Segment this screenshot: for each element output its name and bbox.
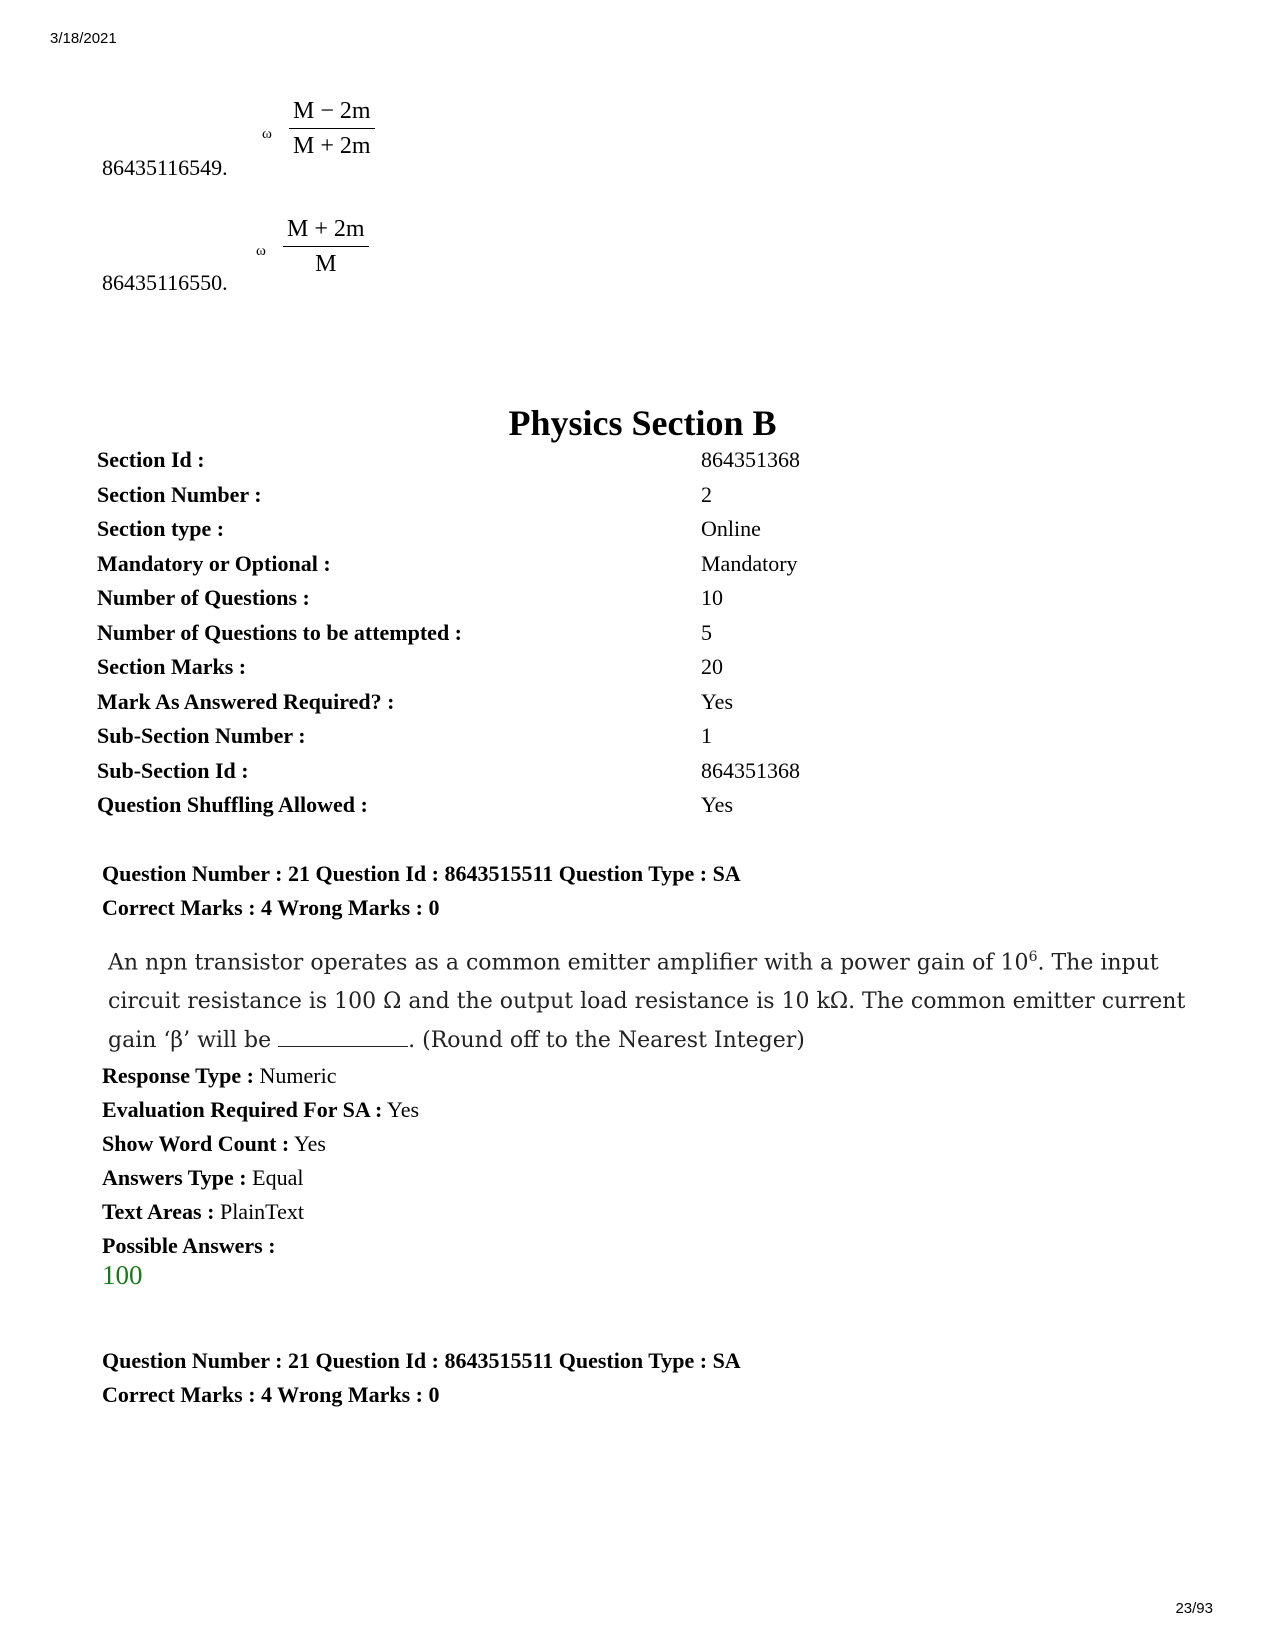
question-header-line: Question Number : 21 Question Id : 8643515511 Question Type : SA (102, 861, 741, 886)
info-row (97, 447, 800, 482)
omega-symbol: ω (262, 126, 272, 142)
question-text-part: . (Round off to the Nearest Integer) (408, 1028, 805, 1054)
option-fraction (283, 214, 369, 279)
property-value: Yes (293, 1131, 326, 1156)
info-value: 1 (701, 723, 712, 748)
property-label: Show Word Count : (102, 1131, 290, 1156)
option-id: 86435116550. (102, 270, 228, 295)
option-fraction (289, 96, 375, 161)
info-row (97, 723, 800, 758)
info-label: Mark As Answered Required? : (97, 688, 395, 714)
property-row (102, 1233, 419, 1267)
info-row (97, 585, 800, 620)
info-value: 864351368 (701, 447, 800, 472)
property-label: Text Areas : (102, 1199, 215, 1224)
question-properties (102, 1063, 419, 1267)
property-row (102, 1131, 419, 1165)
info-value: 10 (701, 585, 723, 610)
info-label: Number of Questions : (97, 585, 310, 610)
info-row (97, 516, 800, 551)
info-value: 20 (701, 654, 723, 679)
possible-answer: 100 (102, 1260, 143, 1290)
page-number: 23/93 (1175, 1600, 1213, 1617)
question-header (102, 857, 741, 925)
info-value: Mandatory (701, 550, 798, 576)
info-label: Question Shuffling Allowed : (97, 792, 368, 817)
fraction-numerator: M − 2m (289, 96, 375, 129)
fraction-numerator: M + 2m (283, 214, 369, 247)
property-value: PlainText (219, 1199, 304, 1224)
print-date: 3/18/2021 (50, 30, 117, 47)
info-row (97, 689, 800, 724)
fraction-denominator: M + 2m (293, 133, 371, 159)
info-label: Section type : (97, 516, 225, 541)
property-value: Equal (252, 1165, 304, 1190)
info-row (97, 620, 800, 655)
question-marks-line: Correct Marks : 4 Wrong Marks : 0 (102, 1382, 440, 1407)
info-label: Number of Questions to be attempted : (97, 619, 463, 645)
info-label: Mandatory or Optional : (97, 550, 331, 576)
info-row (97, 792, 800, 827)
info-value: Yes (701, 792, 734, 817)
question-header-line: Question Number : 21 Question Id : 8643515511 Question Type : SA (102, 1348, 741, 1373)
property-label: Response Type : (102, 1063, 254, 1088)
property-row (102, 1097, 419, 1131)
question-text-superscript: 6 (1028, 949, 1038, 965)
info-label: Section Number : (97, 481, 262, 507)
property-label: Evaluation Required For SA : (102, 1097, 383, 1122)
info-label: Sub-Section Number : (97, 723, 306, 748)
section-info-table (97, 447, 800, 827)
section-title: Physics Section B (508, 403, 777, 443)
property-row (102, 1199, 419, 1233)
info-row (97, 551, 800, 586)
info-row (97, 654, 800, 689)
info-value: Yes (701, 688, 734, 714)
question-text-part: . The input circuit resistance is 100 Ω and the output load resistance is 10 kΩ. The common emitter current gain ‘β’ will be (108, 950, 1186, 1054)
info-label: Section Marks : (97, 654, 247, 679)
option-id: 86435116549. (102, 155, 228, 180)
property-row (102, 1165, 419, 1199)
info-row (97, 758, 800, 793)
info-row (97, 482, 800, 517)
omega-symbol: ω (256, 243, 266, 259)
question-header (102, 1344, 741, 1412)
question-text (108, 938, 1203, 1060)
property-value: Yes (387, 1097, 420, 1122)
question-text-part: An npn transistor operates as a common emitter amplifier with a power gain of 10 (108, 950, 1029, 976)
info-label: Section Id : (97, 447, 205, 472)
info-value: 5 (701, 619, 712, 645)
info-value: 864351368 (701, 757, 800, 783)
info-value: 2 (701, 481, 712, 507)
property-row (102, 1063, 419, 1097)
question-marks-line: Correct Marks : 4 Wrong Marks : 0 (102, 895, 440, 920)
property-label: Answers Type : (102, 1165, 247, 1190)
info-label: Sub-Section Id : (97, 757, 249, 783)
info-value: Online (701, 516, 761, 541)
answer-blank (278, 1028, 408, 1047)
property-label: Possible Answers : (102, 1233, 276, 1258)
fraction-denominator: M (315, 251, 337, 277)
property-value: Numeric (259, 1063, 337, 1088)
